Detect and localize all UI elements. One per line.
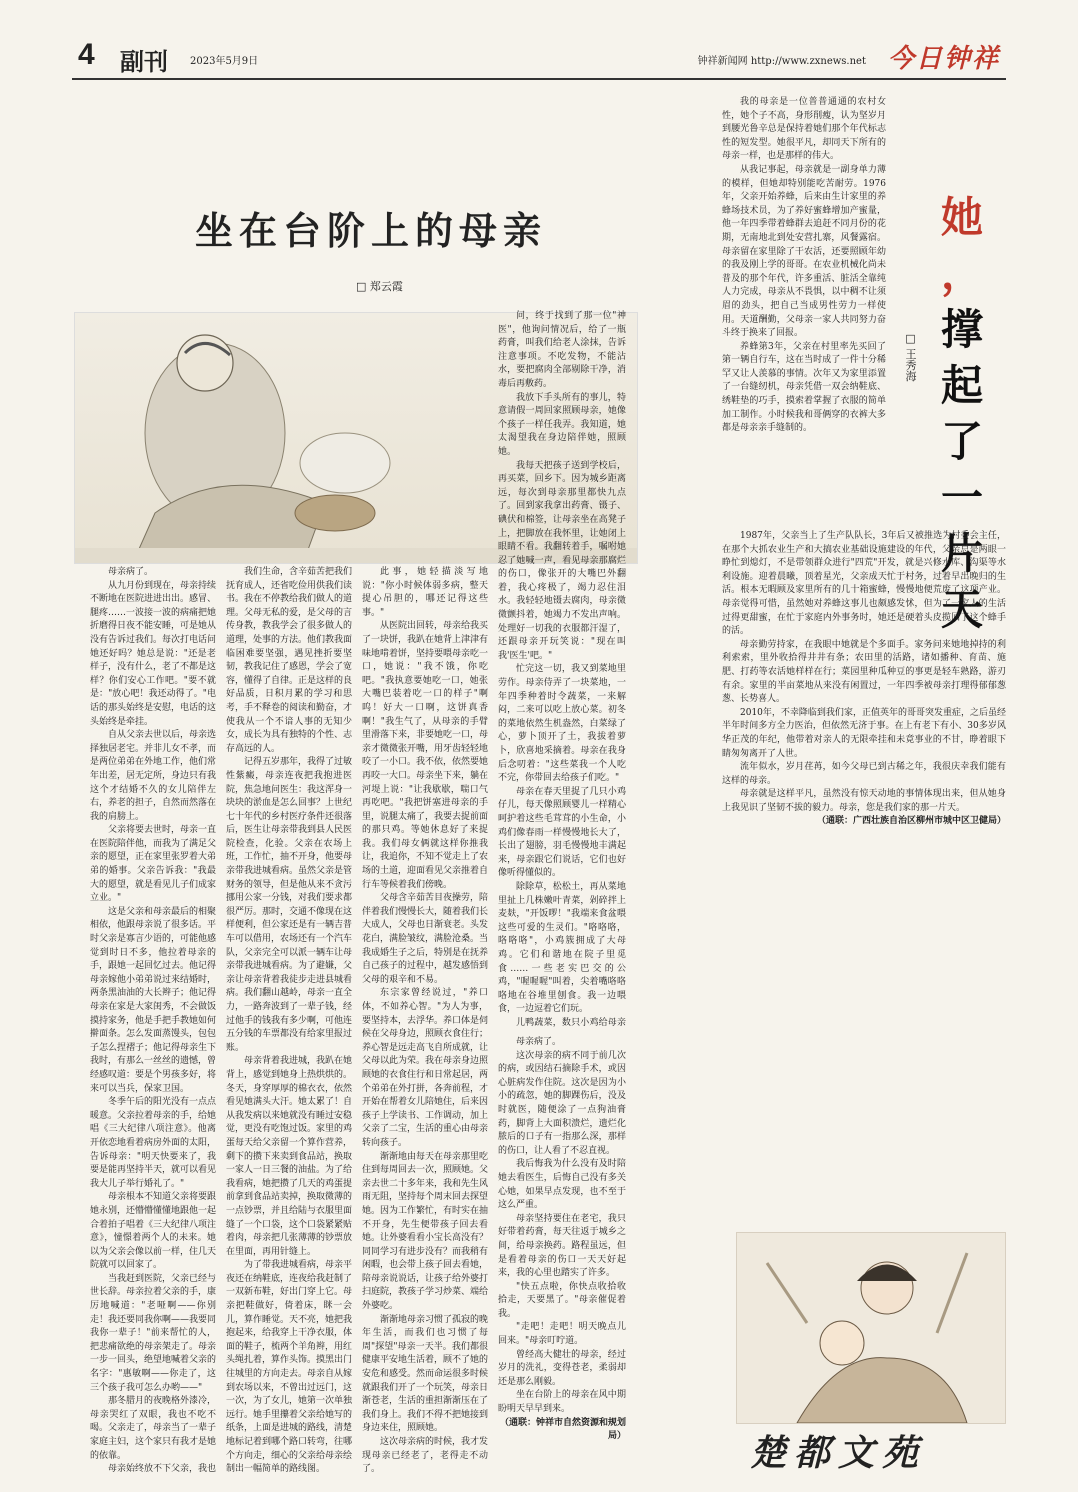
paragraph: 从九月份到现在，母亲持续不断地在医院进进出出。感冒、腿疼……一波接一波的病痛把她折磨得日夜不能安睡，可是她从没有告诉过我们。每次打电话问她还好吗？她总是说："还是老样子，没有什么，老了不都是这样？你们安心工作吧。"要不就是："放心吧！我还动得了。"电话的那头始终是安慰，电话的这头始终是牵挂。 [90,580,216,727]
paragraph: 从医院出回转，母亲给我买了一块饼，我趴在她背上津津有味地啃着饼，坚持要喂母亲吃一口，她说："我不饿，你吃吧。"我执意要她吃一口，她张大嘴巴装着吃一口的样子"啊呜！好大一口啊，这饼真香啊！"我生气了，从母亲的手臂里滑落下来，非要她吃一口，母亲才微微张开嘴，用牙齿轻轻地咬了一小口。我不依，依然要她再咬一大口。母亲坐下来，躺在河堤上说："让我歇歇，喘口气再吃吧。"我把饼塞进母亲的手里，说腿太痛了，我要去捉前面的那只鸡。等她休息好了来捉我。我们母女俩就这样你推我让，我追你，不知不觉走上了农场的土道，迎面看见父亲推着自行车等候着我们傍晚。 [362,621,488,890]
paragraph: 父亲将要去世时，母亲一直在医院陪伴他，而我为了满足父亲的愿望，正在家里张罗着大弟弟的婚事。父亲告诉我："我最大的愿望，就是看见儿子们成家立业。" [90,825,216,904]
paragraph: 2010年，不幸降临到我们家，正值英年的哥哥突发重症，之后虽经半年时间多方全力医治，但依然无济于事。在上有老下有小、30多岁风华正茂的年纪，他带着对亲人的无限牵挂和未竟事业的不甘，睁着眼下睛匆匆离开了人世。 [722,707,1006,759]
paragraph: 东宗家曾经说过，"养口体，不如养心智。"为人为事，要坚持本，去浮华。养口体是伺候在父母身边，照顾衣食住行；养心智是远走高飞自所成就，让父母以此为荣。我在母亲身边照顾她的衣食住行和日常起居，两个弟弟在外打拼，各奔前程，才开始在帮着女儿陪她住，后来因孩子上学读书、工作调动，加上父亲了二宝，生活的重心由母亲转向孩子。 [362,988,488,1148]
column-brand-title: 楚都文苑 [750,1432,927,1474]
paragraph: "快五点啦，你快点收拾收拾走，天要黑了。"母亲催促着我。 [498,1281,626,1319]
paragraph: 记得五岁那年，我得了过敏性紫癜，母亲连夜把我抱进医院，焦急地问医生：我这浑身一块块的淤血是怎么回事？上世纪七十年代的乡村医疗条件还很落后，医生让母亲带我到县人民医院检查，化验。父亲在农场上班，工作忙，抽不开身，他要母亲带我进城看病。虽然父亲是管财务的领导，但是他从来不贪污挪用公家一分钱，对我们要求都很严厉。那时，交通不像现在这样便利，但公家还是有一辆吉普车可以借用，农场还有一个汽车队，父亲完全可以派一辆车让母亲带我进城看病。为了避嫌，父亲让母亲背着我徒步走进县城看病。我们翻山越岭，母亲一直全力，一路奔波到了一辈子钱，经过他手的钱我有多少啊，可他连五分钱的车票都没有给家里报过账。 [226,757,352,1053]
paragraph: 自从父亲去世以后，母亲选择独居老宅。并非儿女不孝，而是两位弟弟在外地工作，他们常年出差，居无定所，身边只有我这个才结婚不久的女儿陪伴左右，养老的担子，自然而然落在我的肩膀上。 [90,730,216,822]
title-char: 起 [940,361,983,410]
paragraph: 母亲勤劳持家，在我眼中她就是个多面手。家务问来她地掉持的利利索索，里外收拾得井井有条；农田里的活路，诸如播种、育苗、施肥、打药等农活她样样在行；菜园里种瓜种豆的事更是轻车熟路，游刃有余。家里的半亩菜地从来没有闲置过，一年四季被母亲打理得郁郁葱葱、长势喜人。 [722,639,1006,705]
paragraph: "走吧！走吧！明天晚点儿回来。"母亲叮咛道。 [498,1322,626,1347]
paragraph: 这是父亲和母亲最后的相聚相依，他跟母亲说了很多话。平时父亲是寡言少语的，可能他感觉到时日不多，他拉着母亲的手，跟她一起回忆过去。他记得母亲嫁他小弟弟说过来结婚时，两条黑油油的大长辫子；他记得母亲在家是大家闺秀，不会做饭摸持家务，他是手把手教她如何擀面条。怎么发面蒸馒头，包包子怎么捏褶子；他记得母亲生下我时，有那么一丝丝的遗憾，曾经感叹道：要是个男孩多好，将来可以当兵，保家卫国。 [90,906,216,1094]
paragraph: 母亲病了。 [108,567,154,577]
newspaper-masthead: 今日钟祥 [887,44,1000,74]
title-char: 她 [940,193,983,242]
page-number: 4 [78,38,95,71]
paragraph: 流年似水，岁月荏苒，如今父母已到古稀之年，我很庆幸我们能有这样的母亲。 [722,762,1006,786]
paragraph: 母亲在春天里捉了几只小鸡仔儿，每天像照顾婴儿一样精心呵护着这些毛茸茸的小生命，小鸡们像春雨一样慢慢地长大了，长出了翅膀，羽毛慢慢地丰满起来，母亲跟它们说话，它们也好像听得懂似的。 [498,786,626,879]
issue-date: 2023年5月9日 [190,56,259,67]
article-column-2 [226,566,352,1476]
title-char: 撑 [940,305,983,354]
paragraph: 当我赶到医院，父亲已经与世长辞。母亲拉着父亲的手，康厉地喊道："老哑啊——你别走！我还要同我你啊——我要同我你一辈子！"前来帮忙的人，把悲痛欲绝的母亲架走了。母亲一步一回头，绝望地喊着父亲的名字："惠敏啊——你走了，这三个孩子我可怎么办哟——" [90,1273,216,1393]
paragraph: 问，终于找到了那一位"神医"，他询问情况后，给了一瓶药膏，叫我们给老人涂抹，告诉注意事项。不吃发物，不能沾水，要把腐肉全部剔除干净，消毒后再敷药。 [498,311,626,389]
mother-child-drawing [737,1233,1005,1423]
paragraph: 母亲根本不知道父亲将要跟她永别，还懵懵懂懂地跟他一起合着拍子唱着《三大纪律八项注意》，憧憬着两个人的未来。她以为父亲会像以前一样，住几天院就可以回家了。 [90,1192,216,1271]
title-char: 了 [940,417,983,466]
paragraph: 这次母亲的病不同于前几次的病，或因结石摘除手术，或因心脏病发作住院。这次是因为小小的疏忽，她的脚踝伤后，没及时就医，随便涂了一点狗油膏药，脚背上大面积溃烂，遗烂化脓后的口子有一指那么深，那样的伤口，让人看了不忍直视。 [498,1050,626,1156]
article-column-3 [362,566,488,1476]
page-header [72,38,1006,80]
paragraph: 忙完这一切，我又到菜地里劳作。母亲侍弄了一块菜地，一年四季种着时令蔬菜，一来解闷，二来可以吃上放心菜。初冬的菜地依然生机盎然，白菜绿了心，萝卜顶开了土，我拔着萝卜，欣喜地采摘着。母亲在我身后念叨着："这些菜我一个人吃不完，你带回去给孩子们吃。" [498,664,626,784]
paragraph: 渐渐地母亲习惯了孤寂的晚年生活，而我们也习惯了每周"探望"母亲一天半。我们都很健康平安地生活着，顾不了她的安危和感受。然而命运很多时候就跟我们开了一个玩笑，母亲日渐苍老，生活的重担渐渐压在了我们身上。我们不得不把她接到身边来住，照顾她。 [362,1314,488,1434]
paragraph: 从我记事起，母亲就是一副身单力薄的模样，但她却特别能吃苦耐劳。1976年，父亲开始养蜂，后来由生计家里的养蜂场技术员，为了养好蜜蜂增加产蜜量，他一年四季带着蜂群去追赶不同月份的花期，无南地北到处安营扎寨，风餐露宿。母亲留在家里除了干农活，还要照顾年幼的我及刚上学的哥哥。在农业机械化尚未普及的那个年代，许多重活、脏活全靠纯人力完成，母亲从不畏惧，以中稠不让须眉的劲头，把自己当成男性劳力一样使用。天道酬勤，父母亲一家人共同努力奋斗终于换来了回报。 [722,164,886,339]
paragraph: 我后悔我为什么没有及时陪她去看医生，后悔自己没有多关心她，如果早点发现，也不至于这么严重。 [498,1159,626,1211]
paragraph: 母亲背着我进城，我趴在她背上，感觉到她身上热烘烘的。冬天，身穿厚厚的棉衣衣，依然看见她满头大汗。她太累了！自从我发病以来她就没有睡过安稳觉，更没有吃饱过饭。家里的鸡蛋每天给父亲留一个算作营养，剩下的攒下来卖到食品站，换取一家人一日三餐的油盐。为了给我看病，她把攒了几天的鸡蛋提前拿到食品站卖掉，换取微薄的一点钞票，并且给陆与衣服里面缝了一个口袋，这个口袋紧紧贴着肉，母亲把几张薄薄的钞票放在里面，再用针缝上。 [226,1056,352,1257]
paragraph: 除除草，松松土，再从菜地里扯上几株嫩叶青菜，剁碎拌上麦麸，"开饭啰！"我端来食盆喂这些可爱的生灵们。"咯咯咯，咯咯咯"，小鸡簇拥成了大母鸡。它们和谐地在院子里觅食……一些老实巴交的公鸡，"喔喔喔"叫着，尖着嘴咯咯咯地在谷堆里刨食。我一边喂食，一边逗着它们玩。 [498,881,626,1015]
title-char: 天 [940,585,983,634]
site-url: 钟祥新闻网 http://www.zxnews.net [697,56,866,67]
section-name: 副刊 [120,47,168,76]
paragraph: 母亲病了。 [516,1037,562,1047]
mother-child-illustration [736,1232,1006,1424]
paragraph: 这次母亲病的时候，我才发现母亲已经老了，老得走不动了。 [362,1437,488,1475]
article2-column-bottom [722,530,1006,1220]
paragraph: 坐在台阶上的母亲在风中期盼明天早早到来。 [498,1390,626,1415]
article2-column-top [722,96,886,526]
title-char: ， [940,249,983,298]
paragraph: 曾经高大健壮的母亲，经过岁月的洗礼，变得苍老，柔弱却还是那么刚毅。 [498,1349,626,1387]
article2-author: □ 王秀海 [904,332,917,382]
paragraph: 冬季午后的阳光没有一点点暖意。父亲拉着母亲的手，给她唱《三大纪律八项注意》。他离开依恋地看着病房外面的太阳，告诉母亲："明天快要来了，我要是能再坚持半天，就可以看见我大儿子举行婚礼了。" [90,1097,216,1189]
title-char: 一 [940,473,983,522]
paragraph: 母亲坚持要住在老宅，我只好带着药膏，每天往返于城乡之间，给母亲换药。路程虽远，但是看着母亲的伤口一天天好起来，我的心里也踏实了许多。 [498,1213,626,1279]
paragraph: 父母含辛茹苦目夜操劳，陪伴着我们慢慢长大，随着我们长大成人，父母也日渐衰老。头发花白，满脸皱纹，满脸沧桑。当我成婚生子之后，特别是在抚养自己孩子的过程中，越发感悟到父母的艰辛和不易。 [362,893,488,985]
paragraph: 母亲就是这样平凡，虽然没有惊天动地的事情体现出来，但从她身上我见识了坚韧不拔的毅力。母亲，您是我们家的那一片天。 [722,789,1006,813]
paragraph: 为了带我进城看病，母亲平夜还在纳鞋底，连夜给我赶制了一双新布鞋，好出门穿上它。母亲把鞋做好，倚着床，眯一会儿，算作睡觉。天不亮，她把我抱起来，给我穿上干净衣服，体面的鞋子，梳两个羊角辫，用红头绳扎着，算作头饰。摸黑出门往城里的方向走去。母亲自从嫁到农场以来，不曾出过远门，这一次，为了女儿，她第一次单独远行。她手里攥着父亲给她写的纸条，上面是进城的路线，清楚地标记着到哪个路口转弯，往哪个方向走，细心的父亲给母亲绘制出一幅简单的路线图。 [226,1260,352,1475]
paragraph: 那冬腊月的夜晚格外漆冷，母亲哭红了双眼，我也不吃不喝。父亲走了，母亲当了一辈子家庭主妇，这个家只有我才是她的依靠。 [90,1396,216,1461]
article2-source: （通联：广西壮族自治区柳州市城中区卫健局） [816,816,1006,827]
paragraph: 母亲始终放不下父亲，我也 [108,1464,216,1475]
paragraph: 我每天把孩子送到学校后，再买菜，回乡下。因为城乡距离远，每次到母亲那里都快九点了。回到家我拿出药膏、镊子、碘伏和棉签，让母亲坐在高凳子上，把脚放在我怀里，让她闭上眼睛不看。我翻转着手，嘱咐她忍了她喊一声，看见母亲那腐烂的伤口，像张开的大嘴巴外翻着，我心疼极了，竭力忍住泪水。我轻轻地镊去腐肉，母亲微微颤抖着，她竭力不发出声响。处理好一切我的衣服都汗湿了，还跟母亲开玩笑说："现在叫我'医生'吧。" [498,460,626,661]
article-title: 坐在台阶上的母亲 [195,208,548,253]
paragraph: 我放下手头所有的事儿，特意请假一周回家照顾母亲，她像个孩子一样任我弄。我知道，她太渴望我在身边陪伴她，照顾她。 [498,392,626,457]
paragraph: 渐渐地由每天在母亲那里吃住到每周回去一次，照顾她。父亲去世二十多年来，我和先生风雨无阻，坚持每个周末回去探望她。因为工作繁忙，有时实在抽不开身，先生便带孩子回去看她。让外婆看看小宝长高没有？同同学习有进步没有？而我稍有闲暇，也会带上孩子回去看她，陪母亲说说话，让孩子给外婆打扫庭院，教孩子学习炒菜、端给外婆吃。 [362,1151,488,1312]
article-column-1 [90,566,216,1476]
article-source: （通联：钟祥市自然资源和规划局） [499,1417,626,1442]
article-column-4 [498,310,626,1030]
paragraph: 养蜂第3年，父亲在村里率先买回了第一辆自行车，这在当时成了一件十分稀罕又让人羡慕的事情。次年又为家里添置了一台缝纫机，母亲凭借一双会纳鞋底、绣鞋垫的巧手，摸索着掌握了衣服的简单加工制作。小时候我和哥俩穿的衣裤大多都是母亲亲手缝制的。 [722,341,886,434]
paragraph: 儿鸭蔬菜，数只小鸡给母亲 [516,1017,626,1028]
paragraph: 此事，她轻描淡写地说："你小时候体弱多病，整天提心吊胆的，哪还记得这些事。" [362,567,488,618]
paragraph: 我的母亲是一位普普通通的农村女性，她个子不高，身形削瘦，认为坚岁月到腰光鲁辛总是保持着她们那个年代标志性的短发型。她很平凡，却同天下所有的母亲一样，也是那样的伟大。 [722,97,886,162]
paragraph: 1987年，父亲当上了生产队队长，3年后又被推选为村委会主任，在那个大抓农业生产和大搞农业基础设施建设的年代，父亲总是两眼一睁忙到熄灯，不是带领群众进行"四荒"开发，就是兴修水库、沟渠等水利设施。迎着晨曦，顶着星光，父亲成天忙于村务，过着早出晚归的生活。根本无暇顾及家里所有的几十箱蜜蜂，慢慢地便荒废了这项产业。母亲觉得可惜，虽然她对养蜂这事儿也颇感发怵，但为了一家人的生活过得更甜蜜，在忙于家庭内外事务时，她还是硬着头皮揽回了这个蜂手的活。 [722,531,1006,637]
article-author: □ 郑云霞 [356,280,403,293]
paragraph: 我们生命，含辛茹苦把我们抚育成人，还省吃俭用供我们读书。我在不停教给我们做人的道理。父母无私的爱，是父母的言传身教，教我学会了很多做人的道理，处事的方法。他们教我面临困难要坚强，遇见挫折要坚韧，教我记住了感恩，学会了宽容，懂得了自律。正是这样的良好品质，日积月累的学习和思考，手不释卷的阅读和勤奋，才使我从一个不谙人事的无知少女，成长为具有独特的个性、志存高远的人。 [226,567,352,754]
title-char: 片 [940,529,983,578]
article-column-5 [498,1036,626,1472]
